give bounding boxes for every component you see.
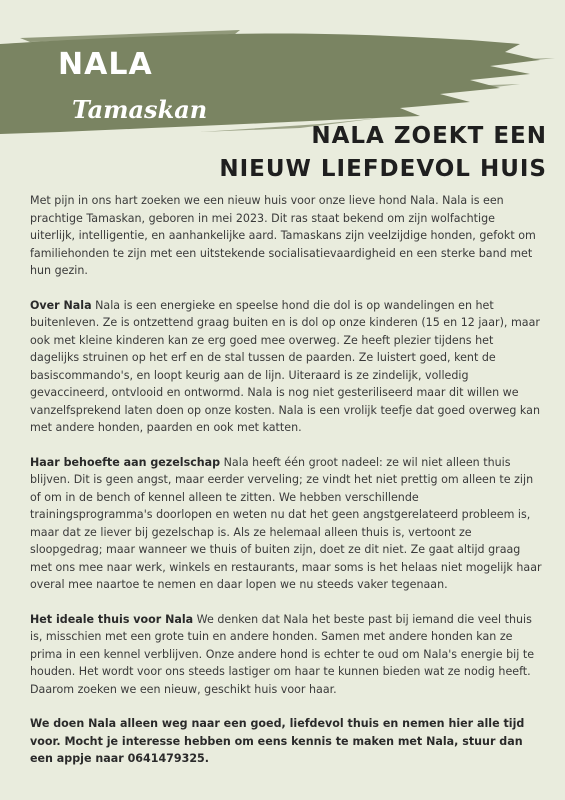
home-text: We denken dat Nala het beste past bij iemand die veel thuis is, misschien met een grote tuin en andere honden. Samen met andere honden kan ze prima in een kennel verblijven. Onze andere hond is echter te oud om Nala's energie bij te houden. Het wordt voor ons steeds lastiger om haar te kunnen bieden wat ze nodig heeft. Daarom zoeken we een nieuw, geschikt huis voor haar. — [30, 612, 535, 696]
about-text: Nala is een energieke en speelse hond die dol is op wandelingen en het buitenleven. Ze is ontzettend graag buiten en is dol op onze kinderen (15 en 12 jaar), maar ook met kleine kinderen kan ze erg goed mee overweg. Ze heeft plezier tijdens het dagelijks struinen op het erf en de stal tussen de paarden. Ze luistert goed, kent de basiscommando's, en loopt keurig aan de lijn. Uiteraard is ze zindelijk, volledig gevaccineerd, ontvlooid en ontwormd. Nala is nog niet gesteriliseerd maar dit willen we vanzelfsprekend laten doen op onze kosten. Nala is een vrolijk teefje dat goed overweg kan met andere honden, paarden en ook met katten. — [30, 298, 540, 434]
headline: NALA ZOEKT EEN NIEUW LIEFDEVOL HUIS — [219, 123, 547, 182]
about-heading: Over Nala — [30, 298, 92, 312]
brand-name: NALA — [58, 47, 153, 82]
home-heading: Het ideale thuis voor Nala — [30, 612, 194, 626]
needs-heading: Haar behoefte aan gezelschap — [30, 455, 221, 469]
needs-text: Nala heeft één groot nadeel: ze wil niet alleen thuis blijven. Dit is geen angst, maar eerder verveling; ze vindt het niet prettig om alleen te zijn of om in de bench of kennel alleen te zitten. We hebben verschillende trainingsprogramma's doorlopen en weten nu dat het geen angstgerelateerd probleem is, maar dat ze liever bij gezelschap is. Als ze helemaal alleen thuis is, vertoont ze sloopgedrag; maar wanneer we thuis of buiten zijn, doet ze dit niet. Ze gaat altijd graag met ons mee naar werk, winkels en restaurants, maar soms is het helaas niet mogelijk haar overal mee naartoe te nemen en daar lopen we nu steeds vaker tegenaan. — [30, 455, 542, 591]
needs-paragraph — [30, 454, 542, 594]
article-body — [30, 192, 542, 785]
brand-subtitle: Tamaskan — [72, 95, 208, 124]
closing-paragraph: We doen Nala alleen weg naar een goed, liefdevol thuis en nemen hier alle tijd voor. Mocht je interesse hebben om eens kennis te maken met Nala, stuur dan een appje naar 0641479325. — [30, 717, 525, 765]
home-paragraph — [30, 611, 542, 699]
intro-paragraph: Met pijn in ons hart zoeken we een nieuw huis voor onze lieve hond Nala. Nala is een prachtige Tamaskan, geboren in mei 2023. Dit ras staat bekend om zijn wolfachtige uiterlijk, intelligentie, en aanhankelijke aard. Tamaskans zijn veelzijdige honden, gefokt om familiehonden te zijn met een uitstekende socialisatievaardigheid en een sterke band met hun gezin. — [30, 194, 536, 277]
about-paragraph — [30, 297, 542, 437]
